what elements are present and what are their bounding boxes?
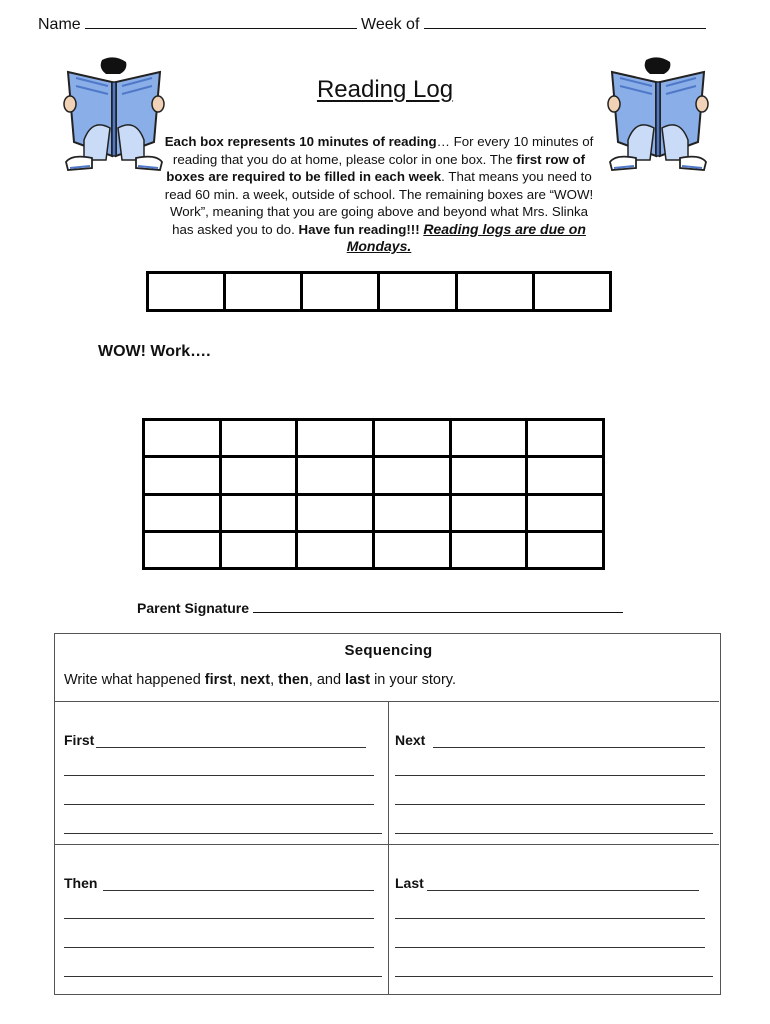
due-date-note: Reading logs are due on Mondays.	[346, 220, 586, 254]
writing-line[interactable]	[64, 833, 382, 834]
wow-box[interactable]	[220, 457, 297, 494]
reading-box[interactable]	[533, 273, 610, 311]
writing-line[interactable]	[64, 775, 374, 776]
wow-work-label: WOW! Work….	[98, 343, 211, 360]
wow-box[interactable]	[373, 457, 450, 494]
writing-line[interactable]	[64, 976, 382, 977]
wow-box[interactable]	[527, 494, 604, 531]
name-field[interactable]	[38, 14, 357, 34]
first-cell-label: First	[64, 732, 95, 748]
reading-box[interactable]	[148, 273, 225, 311]
wow-box[interactable]	[450, 457, 527, 494]
wow-box[interactable]	[450, 531, 527, 568]
reading-child-icon	[62, 56, 166, 176]
week-line	[424, 14, 706, 29]
reading-box[interactable]	[302, 273, 379, 311]
then-cell-label: Then	[64, 875, 98, 891]
wow-box[interactable]	[450, 494, 527, 531]
instr-last: last	[345, 672, 371, 688]
wow-box[interactable]	[144, 494, 221, 531]
sequencing-instructions	[64, 672, 456, 688]
wow-box[interactable]	[144, 457, 221, 494]
writing-line[interactable]	[395, 976, 713, 977]
writing-line[interactable]	[395, 804, 705, 805]
writing-line[interactable]	[96, 747, 366, 748]
instr-end: in your story.	[370, 672, 456, 688]
intro-bold-3: first row of boxes are required to be filled in each week	[166, 151, 586, 184]
writing-line[interactable]	[395, 775, 705, 776]
wow-box[interactable]	[220, 531, 297, 568]
writing-line[interactable]	[64, 947, 374, 948]
writing-line[interactable]	[427, 890, 699, 891]
wow-box[interactable]	[144, 531, 221, 568]
reading-box[interactable]	[225, 273, 302, 311]
week-field[interactable]	[361, 14, 706, 34]
wow-box[interactable]	[297, 420, 374, 457]
intro-bold-1: Each box represents 10 minutes of reading	[164, 134, 437, 149]
grid-center-divider	[388, 701, 389, 994]
sequencing-title: Sequencing	[344, 642, 433, 659]
wow-box[interactable]	[297, 494, 374, 531]
writing-line[interactable]	[395, 833, 713, 834]
instructions-paragraph	[158, 133, 600, 256]
grid-top-border	[55, 701, 719, 702]
signature-line	[253, 600, 623, 613]
writing-line[interactable]	[103, 890, 374, 891]
last-cell-label: Last	[395, 875, 424, 891]
wow-box[interactable]	[144, 420, 221, 457]
writing-line[interactable]	[395, 947, 705, 948]
wow-box[interactable]	[373, 494, 450, 531]
writing-line[interactable]	[64, 918, 374, 919]
reading-box[interactable]	[379, 273, 456, 311]
writing-line[interactable]	[64, 804, 374, 805]
intro-bold-5: Have fun reading!!!	[298, 221, 424, 237]
grid-middle-border	[55, 844, 719, 845]
name-line	[85, 14, 357, 29]
wow-box[interactable]	[527, 457, 604, 494]
wow-box[interactable]	[297, 531, 374, 568]
wow-work-grid	[142, 418, 605, 570]
instr-text: Write what happened	[64, 672, 205, 688]
parent-signature-field[interactable]	[137, 600, 623, 616]
week-label: Week of	[361, 16, 420, 33]
reading-child-icon	[606, 56, 710, 176]
writing-line[interactable]	[433, 747, 705, 748]
intro-text-2: … For every 10 minutes of reading that you do at home, please color in one box. The	[172, 134, 594, 167]
instr-comma: ,	[232, 672, 241, 688]
wow-box[interactable]	[373, 420, 450, 457]
next-cell-label: Next	[395, 732, 426, 748]
page-title: Reading Log	[316, 76, 454, 103]
wow-box[interactable]	[297, 457, 374, 494]
intro-text-4: . That means you need to read 60 min. a week, outside of school. The remaining boxes are “WOW! Work”, meaning that you are going above and beyond what Mrs. Slinka has asked you to do.	[164, 169, 594, 237]
wow-box[interactable]	[527, 531, 604, 568]
reading-box[interactable]	[456, 273, 533, 311]
name-label: Name	[38, 16, 81, 33]
sequencing-section	[54, 633, 721, 995]
instr-then: then	[278, 672, 309, 688]
instr-comma: ,	[270, 672, 279, 688]
instr-and: , and	[308, 672, 346, 688]
parent-signature-label: Parent Signature	[137, 600, 250, 616]
wow-box[interactable]	[373, 531, 450, 568]
required-boxes-row	[146, 271, 612, 312]
wow-box[interactable]	[220, 494, 297, 531]
wow-box[interactable]	[220, 420, 297, 457]
instr-first: first	[204, 672, 233, 688]
instr-next: next	[240, 672, 271, 688]
writing-line[interactable]	[395, 918, 705, 919]
wow-box[interactable]	[450, 420, 527, 457]
wow-box[interactable]	[527, 420, 604, 457]
